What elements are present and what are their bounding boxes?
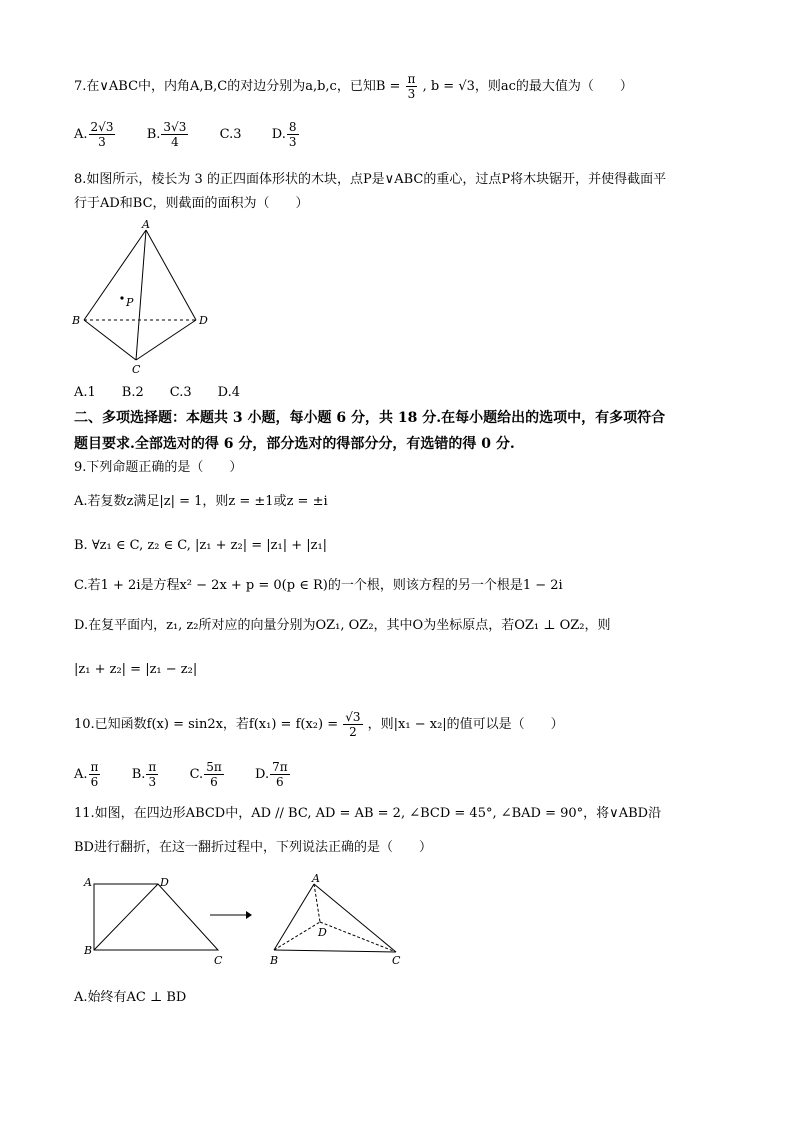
q7-stem [74, 72, 633, 101]
q9-opt-d-line1: D.在复平面内，z₁, z₂所对应的向量分别为OZ₁, OZ₂，其中O为坐标原点，若OZ₁ ⊥ OZ₂，则 [74, 618, 611, 633]
q11-fig1-label-A: A [84, 876, 92, 889]
q9-opt-b: B. ∀z₁ ∈ C, z₂ ∈ C, |z₁ + z₂| = |z₁| + |z₁| [74, 538, 328, 553]
section2-line1: 二、多项选择题：本题共 3 小题，每小题 6 分，共 18 分.在每小题给出的选项中，有多项符合 [74, 410, 666, 426]
q11-folded-figure [262, 872, 412, 972]
q10-opt-b: B. $\frac{\pi}{3}$ [131, 760, 157, 789]
q8-label-D: D [199, 314, 208, 327]
section2-line2: 题目要求.全部选对的得 6 分，部分选对的得部分分，有选错的得 0 分. [74, 436, 515, 452]
q10-fraction: $\frac{√3}{2}$ [345, 710, 361, 739]
q11-fig2-label-A: A [312, 872, 320, 885]
q7-opt-c: C.3 [219, 127, 242, 142]
q9-opt-c: C.若1 + 2i是方程x² − 2x + p = 0(p ∈ R)的一个根，则该方程的另一个根是1 − 2i [74, 578, 563, 593]
q10-options [74, 760, 291, 789]
q11-line2: BD进行翻折，在这一翻折过程中，下列说法正确的是（ ） [74, 840, 432, 855]
q10-stem: 10.已知函数f(x) = sin2x，若f(x₁) = f(x₂) = $\frac{√3}{2}$ ，则|x₁ − x₂|的值可以是（ ） [74, 710, 564, 739]
q8-label-B: B [72, 314, 81, 327]
q11-fig2-label-C: C [392, 954, 401, 967]
q7-options [74, 120, 300, 149]
q8-label-P: P [126, 296, 134, 309]
q11-opt-a: A.始终有AC ⊥ BD [74, 990, 187, 1005]
q9-opt-a: A.若复数z满足|z| = 1，则z = ±1或z = ±i [74, 494, 328, 509]
q8-line2: 行于AD和BC，则截面的面积为（ ） [74, 196, 309, 211]
q8-label-A: A [142, 218, 150, 231]
q11-fig1-label-C: C [214, 954, 223, 967]
q8-tetrahedron-figure [66, 218, 226, 378]
fold-arrow-icon [208, 908, 252, 922]
q9-opt-d-line2: |z₁ + z₂| = |z₁ − z₂| [74, 662, 198, 677]
q10-opt-a: A. $\frac{\pi}{6}$ [74, 760, 99, 789]
q8-options: A.1 B.2 C.3 D.4 [74, 385, 240, 400]
q8-label-C: C [132, 363, 141, 376]
q7-opt-a: A. $\frac{2√3}{3}$ [74, 120, 114, 149]
q11-trapezoid-figure [80, 872, 240, 972]
q10-opt-c: C. $\frac{5\pi}{6}$ [189, 760, 222, 789]
q11-fig2-label-D: D [318, 926, 327, 939]
q7-B-fraction: $\frac{\pi}{3}$ [407, 72, 416, 101]
q8-line1: 8.如图所示，棱长为 3 的正四面体形状的木块，点P是∨ABC的重心，过点P将木块锯开，并使得截面平 [74, 172, 667, 187]
q9-stem: 9.下列命题正确的是（ ） [74, 460, 243, 475]
q10-opt-d: D. $\frac{7\pi}{6}$ [255, 760, 288, 789]
q7-opt-b: B. $\frac{3√3}{4}$ [146, 120, 187, 149]
q11-fig2-label-B: B [270, 954, 279, 967]
q11-fig1-label-B: B [84, 944, 93, 957]
q7-text-b: , b = √3，则ac的最大值为（ ） [422, 79, 633, 94]
q7-text-a: 7.在∨ABC中，内角A,B,C的对边分别为a,b,c，已知B = [74, 79, 401, 94]
q7-opt-d: D. $\frac{8}{3}$ [271, 120, 297, 149]
q11-fig1-label-D: D [160, 876, 169, 889]
q11-line1: 11.如图，在四边形ABCD中，AD // BC, AD = AB = 2, ∠BCD = 45°, ∠BAD = 90°，将∨ABD沿 [74, 806, 662, 821]
